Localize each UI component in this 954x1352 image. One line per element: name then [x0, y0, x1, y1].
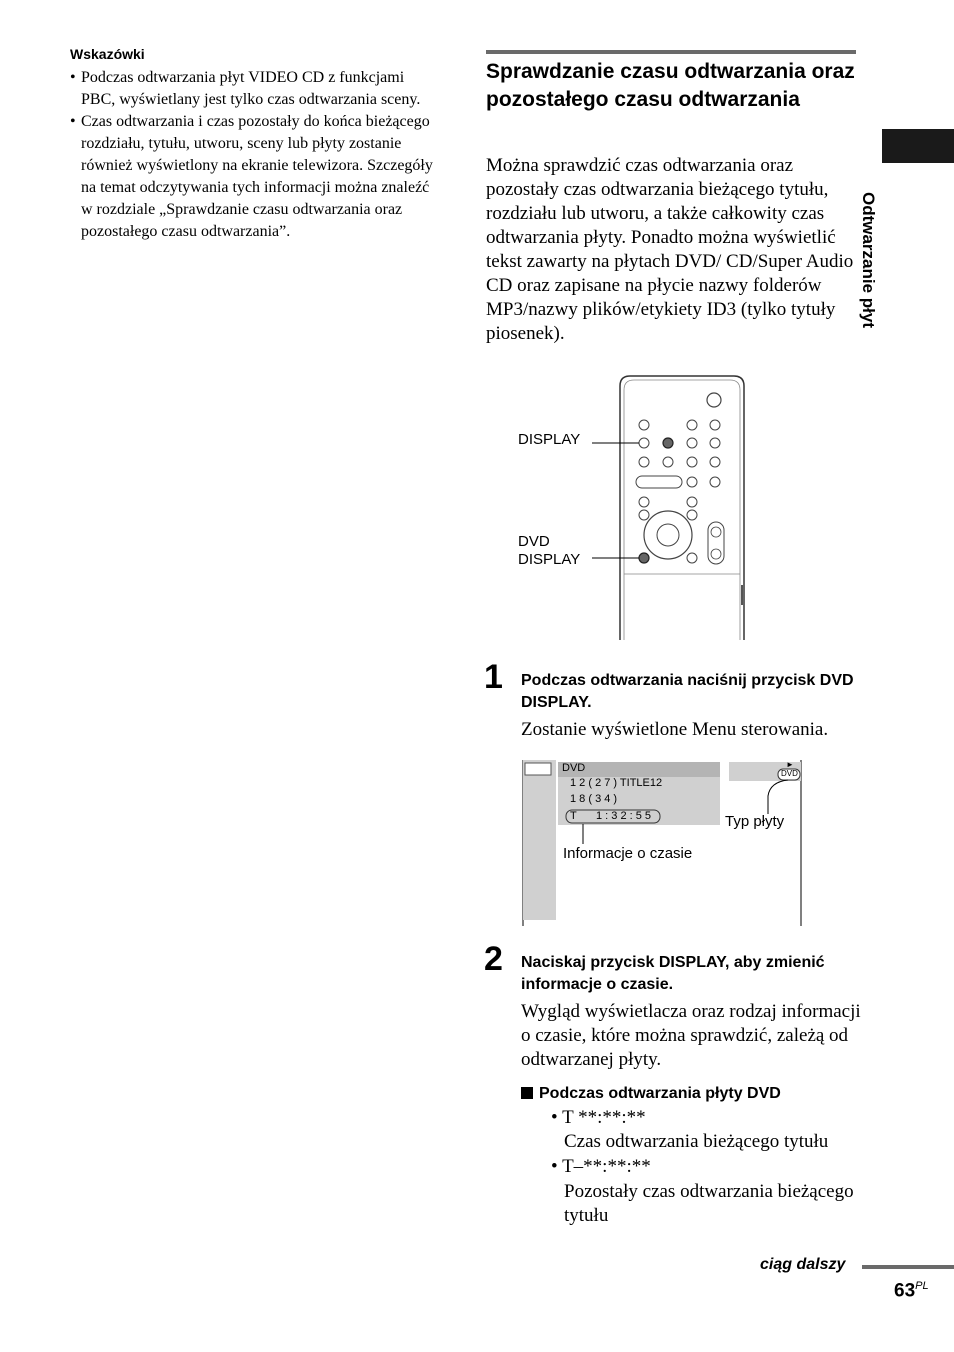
step-text: Wygląd wyświetlacza oraz rodzaj informacji o czasie, które można sprawdzić, zależą od odtwarzanej płyty.: [521, 1001, 861, 1070]
time-format-description: Pozostały czas odtwarzania bieżącego tytułu: [564, 1181, 854, 1226]
continued-label: ciąg dalszy: [760, 1256, 846, 1273]
osd-time-prefix: T: [570, 810, 577, 822]
time-format-description: Czas odtwarzania bieżącego tytułu: [564, 1131, 829, 1152]
tip-text: Czas odtwarzania i czas pozostały do końca bieżącego rozdziału, tytułu, utworu, sceny lub płyty zostanie również wyświetlony na ekranie telewizora. Szczegóły na temat odczytywania tych informacji można znaleźć w rozdziale „Sprawdzanie czasu odtwarzania oraz pozostałego czasu odtwarzania”.: [81, 113, 433, 240]
time-format-code: T–**:**:**: [562, 1156, 651, 1177]
remote-control-icon: [516, 370, 756, 640]
side-tab-marker: [882, 129, 954, 163]
page-number-suffix: PL: [915, 1280, 929, 1292]
control-menu-screen: [522, 760, 802, 926]
side-tab-label: Odtwarzanie płyt: [859, 191, 878, 329]
remote-illustration: [516, 370, 756, 640]
step-title: Naciskaj przycisk DISPLAY, aby zmienić informacje o czasie.: [521, 954, 825, 993]
tips-list: [70, 67, 442, 243]
bullet-icon: •: [70, 69, 76, 86]
step-number: 1: [484, 658, 503, 696]
dvd-display-callout-line2: DISPLAY: [518, 551, 581, 568]
tips-heading: Wskazówki: [70, 46, 145, 62]
step-title: Podczas odtwarzania naciśnij przycisk DVD DISPLAY.: [521, 672, 854, 711]
section-heading: Sprawdzanie czasu odtwarzania oraz pozostałego czasu odtwarzania: [486, 60, 855, 111]
tip-text: Podczas odtwarzania płyt VIDEO CD z funkcjami PBC, wyświetlany jest tylko czas odtwarzania sceny.: [81, 69, 421, 108]
osd-time-value: 1 : 3 2 : 5 5: [596, 810, 652, 822]
time-info-callout: Informacje o czasie: [563, 845, 693, 862]
step-text: Zostanie wyświetlone Menu sterowania.: [521, 719, 829, 740]
continued-rule: [862, 1265, 954, 1269]
dvd-options-heading-text: Podczas odtwarzania płyty DVD: [539, 1085, 781, 1102]
time-format-option: • T–**:**:**: [551, 1156, 651, 1177]
tip-item: [70, 111, 442, 243]
osd-disc-label: DVD: [562, 762, 586, 774]
disc-type-callout: Typ płyty: [725, 813, 785, 830]
tip-item: [70, 67, 442, 111]
osd-title-line: 1 2 ( 2 7 ) TITLE12: [570, 777, 663, 789]
step-number: 2: [484, 940, 503, 978]
page-number: [894, 1280, 929, 1302]
osd-disc-badge: DVD: [781, 769, 798, 778]
bullet-icon: •: [70, 113, 76, 130]
intro-paragraph: Można sprawdzić czas odtwarzania oraz pozostały czas odtwarzania bieżącego tytułu, rozdziału lub utworu, a także całkowity czas odtwarzania płyty. Ponadto można wyświetlić tekst zawarty na płytach DVD/ CD/Super Audio CD oraz zapisane na płycie nazwy folderów MP3/nazwy plików/etykiety ID3 (tylko tytuły piosenek).: [486, 155, 854, 344]
osd-chapter-line: 1 8 ( 3 4 ): [570, 793, 618, 805]
dvd-display-callout-line1: DVD: [518, 533, 550, 550]
square-bullet-icon: [521, 1087, 533, 1099]
display-button-callout: DISPLAY: [518, 431, 581, 448]
page-number-value: 63: [894, 1280, 916, 1302]
heading-rule: [486, 50, 856, 54]
play-icon: ►: [786, 760, 794, 769]
time-format-option: • T **:**:**: [551, 1107, 646, 1128]
dvd-options-heading: [521, 1083, 781, 1105]
time-format-code: T **:**:**: [562, 1107, 646, 1128]
